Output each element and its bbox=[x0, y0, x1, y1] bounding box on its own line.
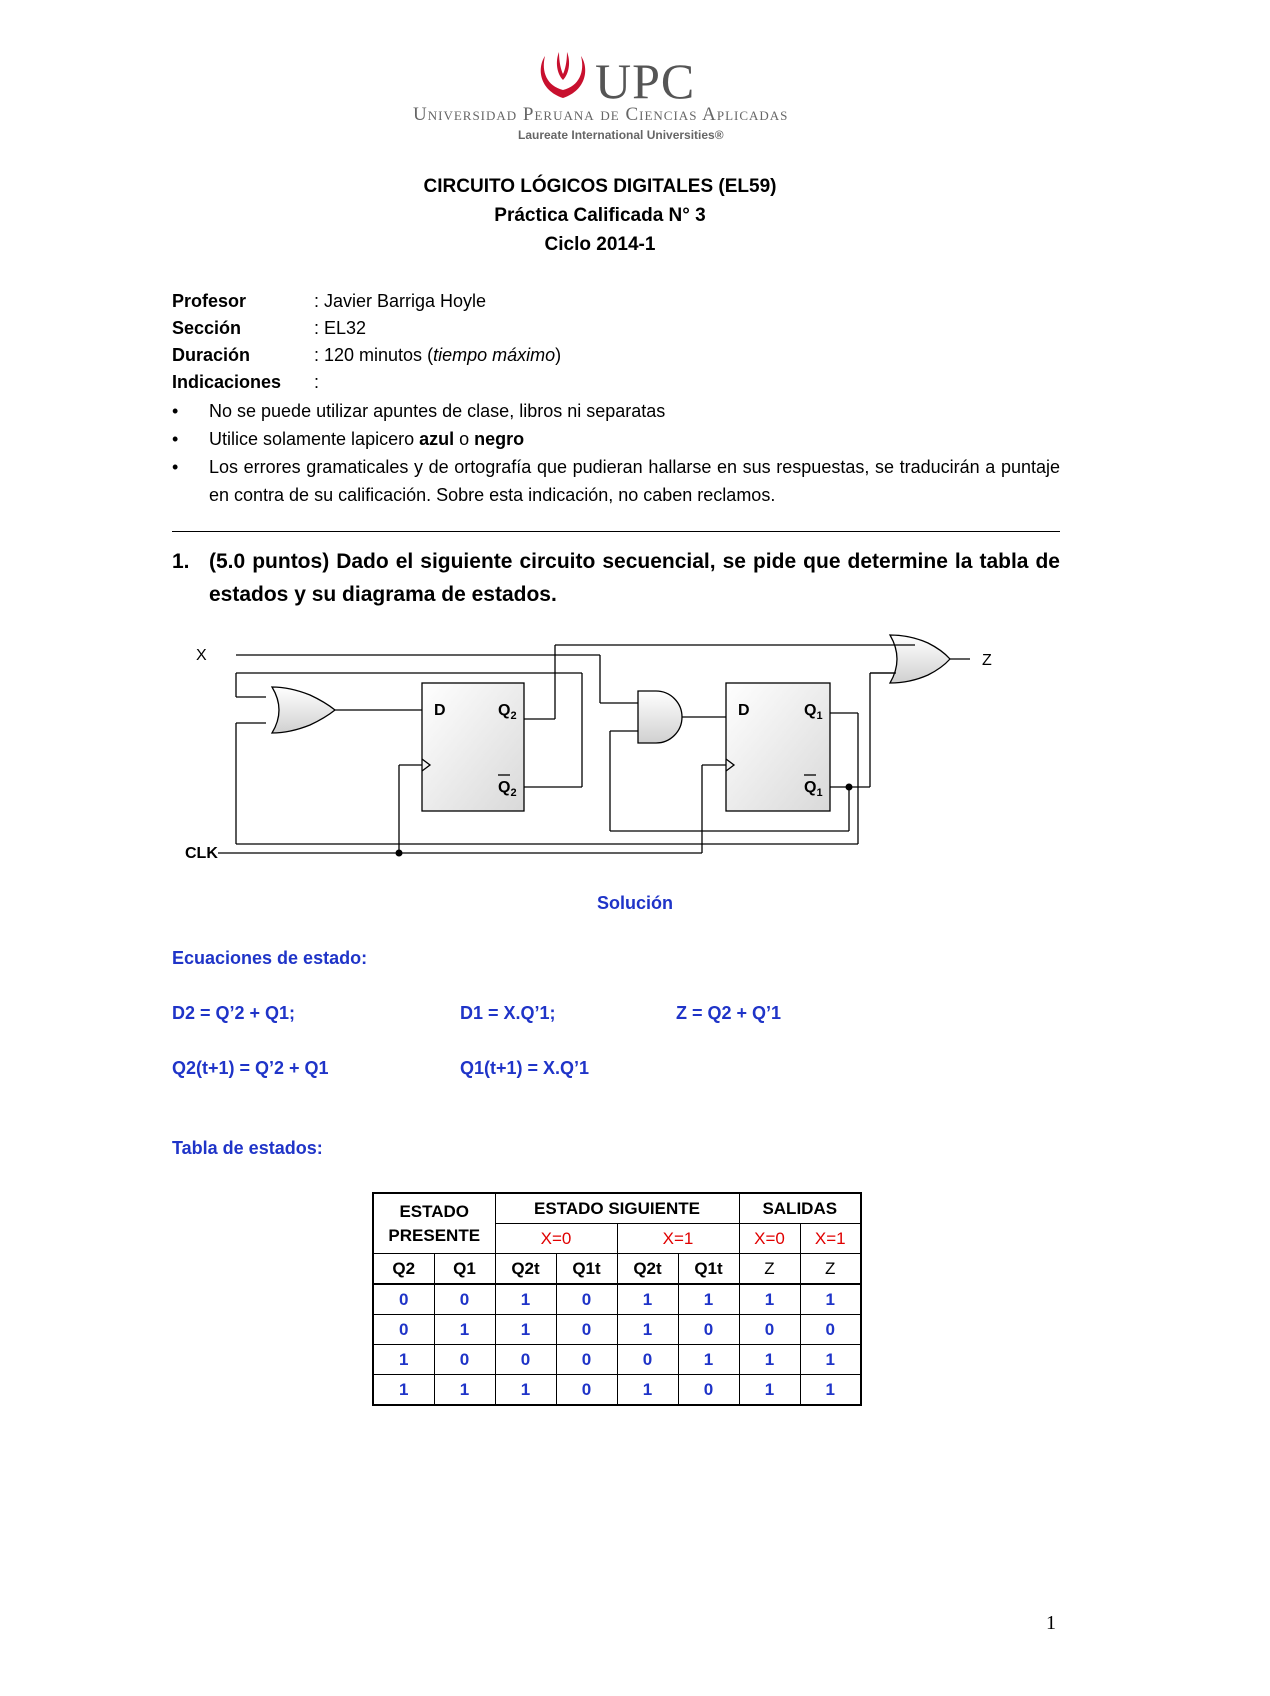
exam-title: Práctica Calificada N° 3 bbox=[494, 205, 706, 226]
ff2-q-label: $Q_2$ bbox=[498, 702, 517, 722]
ff2-d-label: D bbox=[434, 702, 446, 719]
logo-text: UPC bbox=[595, 53, 696, 109]
header-z-x0: X=0 bbox=[739, 1224, 800, 1254]
instructions-list bbox=[172, 397, 1060, 509]
question-number: 1. bbox=[172, 550, 190, 573]
info-value: : EL32 bbox=[314, 318, 367, 338]
equation-q1-next: Q1(t+1) = X.Q’1 bbox=[460, 1058, 590, 1078]
sequential-circuit-diagram bbox=[185, 625, 1050, 890]
list-item: • No se puede utilizar apuntes de clase, libros ni separatas bbox=[172, 397, 1060, 425]
column-header: Q1t bbox=[678, 1254, 739, 1285]
solution-title: Solución bbox=[597, 893, 673, 913]
header-outputs: SALIDAS bbox=[739, 1193, 861, 1224]
bullet-icon: • bbox=[172, 401, 179, 421]
list-item: • Utilice solamente lapicero azul o negro bbox=[172, 425, 1060, 453]
course-title: CIRCUITO LÓGICOS DIGITALES (EL59) bbox=[423, 176, 777, 197]
question-text: (5.0 puntos) Dado el siguiente circuito secuencial, se pide que determine la tabla de estados y su diagrama de estados. bbox=[209, 550, 1060, 606]
column-header: Z bbox=[800, 1254, 861, 1285]
ff1-d-label: D bbox=[738, 702, 750, 719]
header-x0: X=0 bbox=[495, 1224, 617, 1254]
column-header: Q2 bbox=[373, 1254, 434, 1285]
divider bbox=[172, 531, 1060, 532]
equation-q2-next: Q2(t+1) = Q’2 + Q1 bbox=[172, 1058, 329, 1078]
state-table-heading: Tabla de estados: bbox=[172, 1138, 323, 1158]
network-name: Laureate International Universities® bbox=[518, 128, 724, 142]
column-header: Q1t bbox=[556, 1254, 617, 1285]
bullet-icon: • bbox=[172, 429, 179, 449]
table-row: 0 0 1 0 1 1 1 1 bbox=[373, 1284, 861, 1315]
output-z-label: Z bbox=[982, 652, 992, 669]
state-table bbox=[372, 1192, 862, 1406]
input-x-label: X bbox=[196, 647, 207, 664]
bullet-icon: • bbox=[172, 457, 179, 477]
table-row: 0 1 1 0 1 0 0 0 bbox=[373, 1315, 861, 1345]
info-value: : Javier Barriga Hoyle bbox=[314, 291, 487, 311]
info-row-indicaciones bbox=[172, 369, 561, 396]
info-label: Sección bbox=[172, 318, 242, 338]
ff2-qbar-label: $Q_2$ bbox=[498, 779, 517, 799]
info-value: : 120 minutos (tiempo máximo) bbox=[314, 345, 562, 365]
table-row: 1 0 0 0 0 1 1 1 bbox=[373, 1345, 861, 1375]
equation-d1: D1 = X.Q’1; bbox=[460, 1003, 556, 1023]
column-header: Q2t bbox=[617, 1254, 678, 1285]
equation-d2: D2 = Q’2 + Q1; bbox=[172, 1003, 296, 1023]
info-row-duracion bbox=[172, 342, 561, 369]
clk-label: CLK bbox=[185, 845, 218, 862]
info-value: : bbox=[314, 372, 320, 392]
equation-z: Z = Q2 + Q’1 bbox=[676, 1003, 782, 1023]
column-header: Z bbox=[739, 1254, 800, 1285]
table-row: 1 1 1 0 1 0 1 1 bbox=[373, 1375, 861, 1406]
info-row-profesor bbox=[172, 288, 561, 315]
info-label: Indicaciones bbox=[172, 372, 282, 392]
document-title-block bbox=[0, 172, 1200, 259]
column-header: Q2t bbox=[495, 1254, 556, 1285]
ff1-qbar-label: $Q_1$ bbox=[804, 779, 823, 799]
info-label: Profesor bbox=[172, 291, 247, 311]
column-header: Q1 bbox=[434, 1254, 495, 1285]
university-name: Universidad Peruana de Ciencias Aplicadas bbox=[413, 104, 789, 125]
cycle-title: Ciclo 2014-1 bbox=[544, 234, 656, 255]
header-x1: X=1 bbox=[617, 1224, 739, 1254]
question-1 bbox=[172, 545, 1060, 611]
header-present-state: ESTADO PRESENTE bbox=[373, 1193, 495, 1254]
info-row-seccion bbox=[172, 315, 561, 342]
equations-heading: Ecuaciones de estado: bbox=[172, 948, 368, 968]
upc-logo-icon bbox=[535, 48, 591, 102]
header-z-x1: X=1 bbox=[800, 1224, 861, 1254]
list-item: • Los errores gramaticales y de ortografía que pudieran hallarse en sus respuestas, se traducirán a puntaje en contra de su calificación. Sobre esta indicación, no caben reclamos. bbox=[172, 453, 1060, 509]
info-label: Duración bbox=[172, 345, 251, 365]
exam-info bbox=[172, 288, 561, 396]
page-number: 1 bbox=[1046, 1612, 1056, 1634]
ff1-q-label: $Q_1$ bbox=[804, 702, 823, 722]
header-next-state: ESTADO SIGUIENTE bbox=[495, 1193, 739, 1224]
